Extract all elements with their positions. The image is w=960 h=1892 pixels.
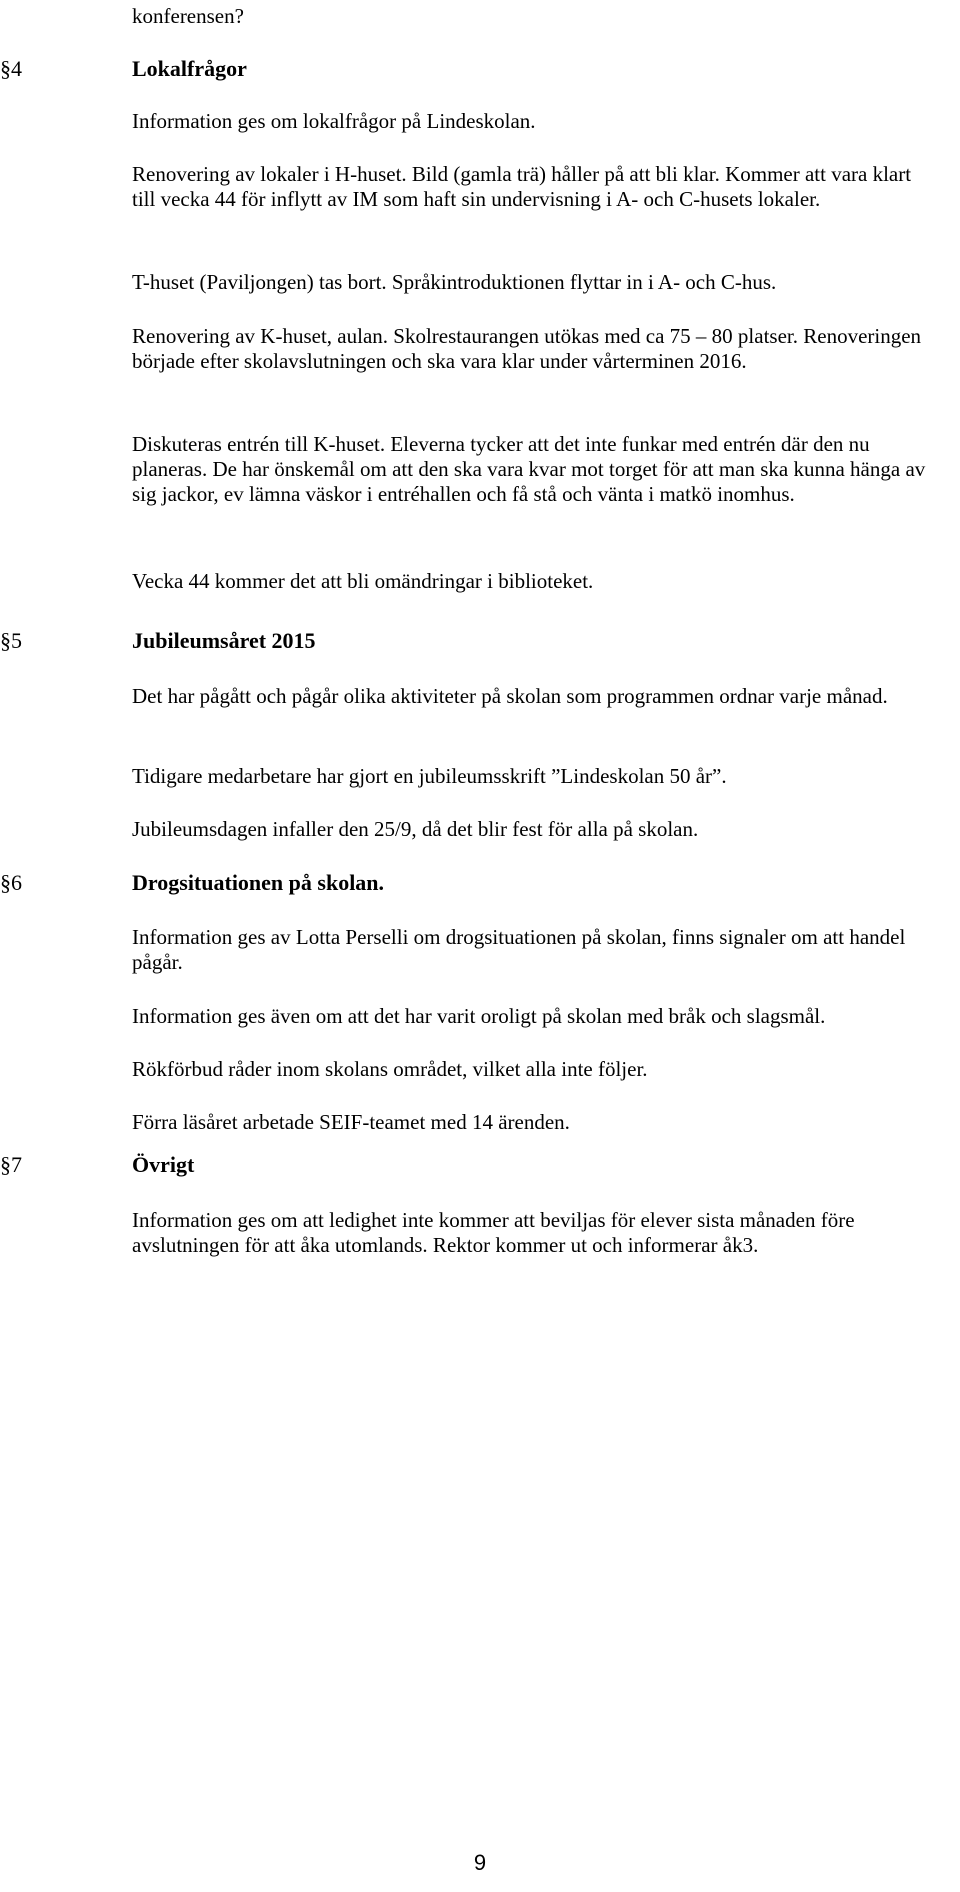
section-title: Drogsituationen på skolan.	[132, 870, 385, 895]
paragraph: Jubileumsdagen infaller den 25/9, då det blir fest för alla på skolan.	[132, 817, 699, 841]
paragraph: Vecka 44 kommer det att bli omändringar i biblioteket.	[132, 569, 594, 593]
paragraph: Diskuteras entrén till K-huset. Eleverna tycker att det inte funkar med entrén där den nu planeras. De har önskemål om att den ska vara kvar mot torget för att man ska kunna hänga av sig jackor, ev lämna väskor i entréhallen och få stå och vänta i matkö inomhus.	[132, 432, 926, 506]
section-number: §4	[0, 56, 22, 81]
paragraph: Förra läsåret arbetade SEIF-teamet med 14 ärenden.	[132, 1110, 570, 1134]
continued-text: konferensen?	[132, 4, 244, 28]
paragraph: Renovering av lokaler i H-huset. Bild (gamla trä) håller på att bli klar. Kommer att vara klart till vecka 44 för inflytt av IM som haft sin undervisning i A- och C-husets lokaler.	[132, 162, 912, 211]
paragraph: Rökförbud råder inom skolans området, vilket alla inte följer.	[132, 1057, 648, 1081]
paragraph: Information ges även om att det har varit oroligt på skolan med bråk och slagsmål.	[132, 1004, 826, 1028]
paragraph: Information ges av Lotta Perselli om drogsituationen på skolan, finns signaler om att handel pågår.	[132, 925, 906, 974]
section-number: §5	[0, 628, 22, 653]
section-title: Lokalfrågor	[132, 56, 247, 81]
paragraph: Information ges om lokalfrågor på Lindeskolan.	[132, 109, 536, 133]
paragraph: T-huset (Paviljongen) tas bort. Språkintroduktionen flyttar in i A- och C-hus.	[132, 270, 777, 294]
section-number: §7	[0, 1152, 22, 1177]
section-number: §6	[0, 870, 22, 895]
page-number: 9	[473, 1850, 487, 1875]
paragraph: Renovering av K-huset, aulan. Skolrestaurangen utökas med ca 75 – 80 platser. Renoveringen började efter skolavslutningen och ska vara klar under vårterminen 2016.	[132, 324, 922, 373]
paragraph: Information ges om att ledighet inte kommer att beviljas för elever sista månaden före avslutningen för att åka utomlands. Rektor kommer ut och informerar åk3.	[132, 1208, 855, 1257]
section-title: Jubileumsåret 2015	[132, 628, 316, 653]
paragraph: Tidigare medarbetare har gjort en jubileumsskrift ”Lindeskolan 50 år”.	[132, 764, 727, 788]
paragraph: Det har pågått och pågår olika aktiviteter på skolan som programmen ordnar varje månad.	[132, 684, 888, 708]
section-title: Övrigt	[132, 1152, 195, 1177]
